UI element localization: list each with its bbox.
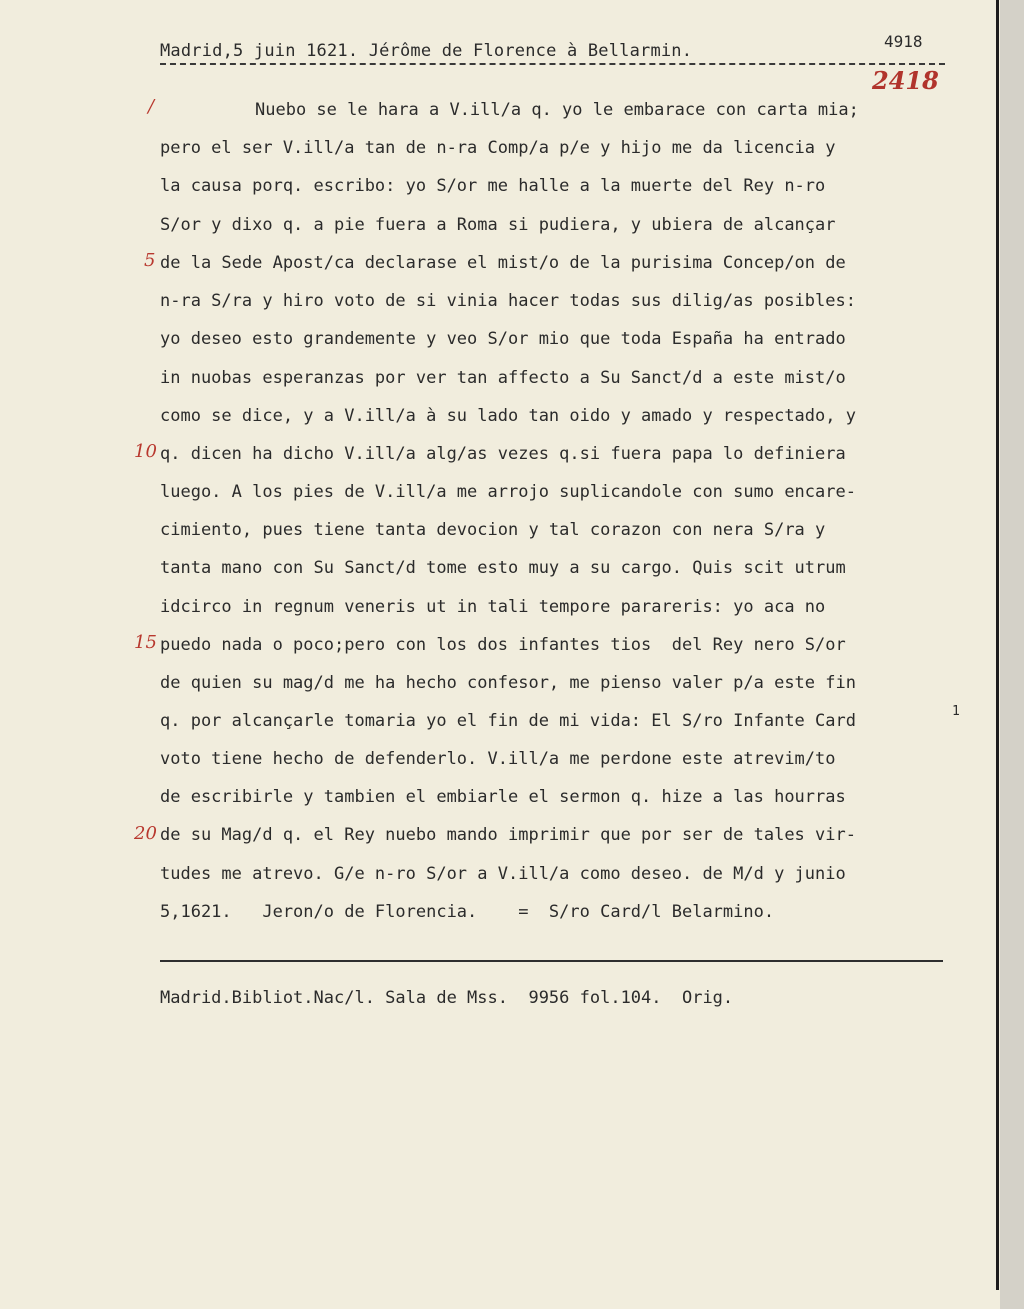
text-line: tanta mano con Su Sanct/d tome esto muy a su cargo. Quis scit utrum	[160, 558, 846, 578]
text-line: cimiento, pues tiene tanta devocion y tal corazon con nera S/ra y	[160, 520, 826, 540]
text-line: q. por alcançarle tomaria yo el fin de mi vida: El S/ro Infante Card	[160, 711, 856, 731]
text-line: la causa porq. escribo: yo S/or me halle a la muerte del Rey n-ro	[160, 176, 826, 196]
scan-edge-line	[996, 0, 999, 1290]
text-line: idcirco in regnum veneris ut in tali tempore parareris: yo aca no	[160, 597, 826, 617]
text-line: S/or y dixo q. a pie fuera a Roma si pudiera, y ubiera de alcançar	[160, 215, 836, 235]
text-line: luego. A los pies de V.ill/a me arrojo suplicandole con sumo encare-	[160, 482, 856, 502]
text-line: puedo nada o poco;pero con los dos infantes tios del Rey nero S/or	[160, 635, 846, 655]
text-line: voto tiene hecho de defenderlo. V.ill/a me perdone este atrevim/to	[160, 749, 836, 769]
folio-number-handwritten: 2418	[872, 66, 939, 95]
text-line: in nuobas esperanzas por ver tan affecto a Su Sanct/d a este mist/o	[160, 368, 846, 388]
line-number-marker: 20	[134, 823, 157, 844]
separator-rule	[160, 960, 943, 962]
text-line: de quien su mag/d me ha hecho confesor, me pienso valer p/a este fin	[160, 673, 856, 693]
folio-number-typed: 4918	[884, 32, 923, 51]
text-line: tudes me atrevo. G/e n-ro S/or a V.ill/a como deseo. de M/d y junio	[160, 864, 846, 884]
text-line: de la Sede Apost/ca declarase el mist/o de la purisima Concep/on de	[160, 253, 846, 273]
heading-underline	[160, 63, 945, 65]
text-line: q. dicen ha dicho V.ill/a alg/as vezes q.si fuera papa lo definiera	[160, 444, 846, 464]
document-heading: Madrid,5 juin 1621. Jérôme de Florence à Bellarmin.	[160, 41, 693, 61]
line-number-marker: 10	[134, 441, 157, 462]
text-line: pero el ser V.ill/a tan de n-ra Comp/a p/e y hijo me da licencia y	[160, 138, 836, 158]
scan-border	[1000, 0, 1024, 1309]
text-line: como se dice, y a V.ill/a à su lado tan oido y amado y respectado, y	[160, 406, 856, 426]
footnote-marker: 1	[952, 704, 960, 719]
text-line: 5,1621. Jeron/o de Florencia. = S/ro Card/l Belarmino.	[160, 902, 775, 922]
text-line: de su Mag/d q. el Rey nuebo mando imprimir que por ser de tales vir-	[160, 825, 856, 845]
text-line: Nuebo se le hara a V.ill/a q. yo le embarace con carta mia;	[255, 100, 859, 120]
line-number-marker: /	[148, 96, 155, 117]
text-line: de escribirle y tambien el embiarle el sermon q. hize a las hourras	[160, 787, 846, 807]
source-citation: Madrid.Bibliot.Nac/l. Sala de Mss. 9956 fol.104. Orig.	[160, 988, 734, 1008]
line-number-marker: 15	[134, 632, 157, 653]
text-line: n-ra S/ra y hiro voto de si vinia hacer todas sus dilig/as posibles:	[160, 291, 856, 311]
text-line: yo deseo esto grandemente y veo S/or mio que toda España ha entrado	[160, 329, 846, 349]
line-number-marker: 5	[144, 250, 156, 271]
